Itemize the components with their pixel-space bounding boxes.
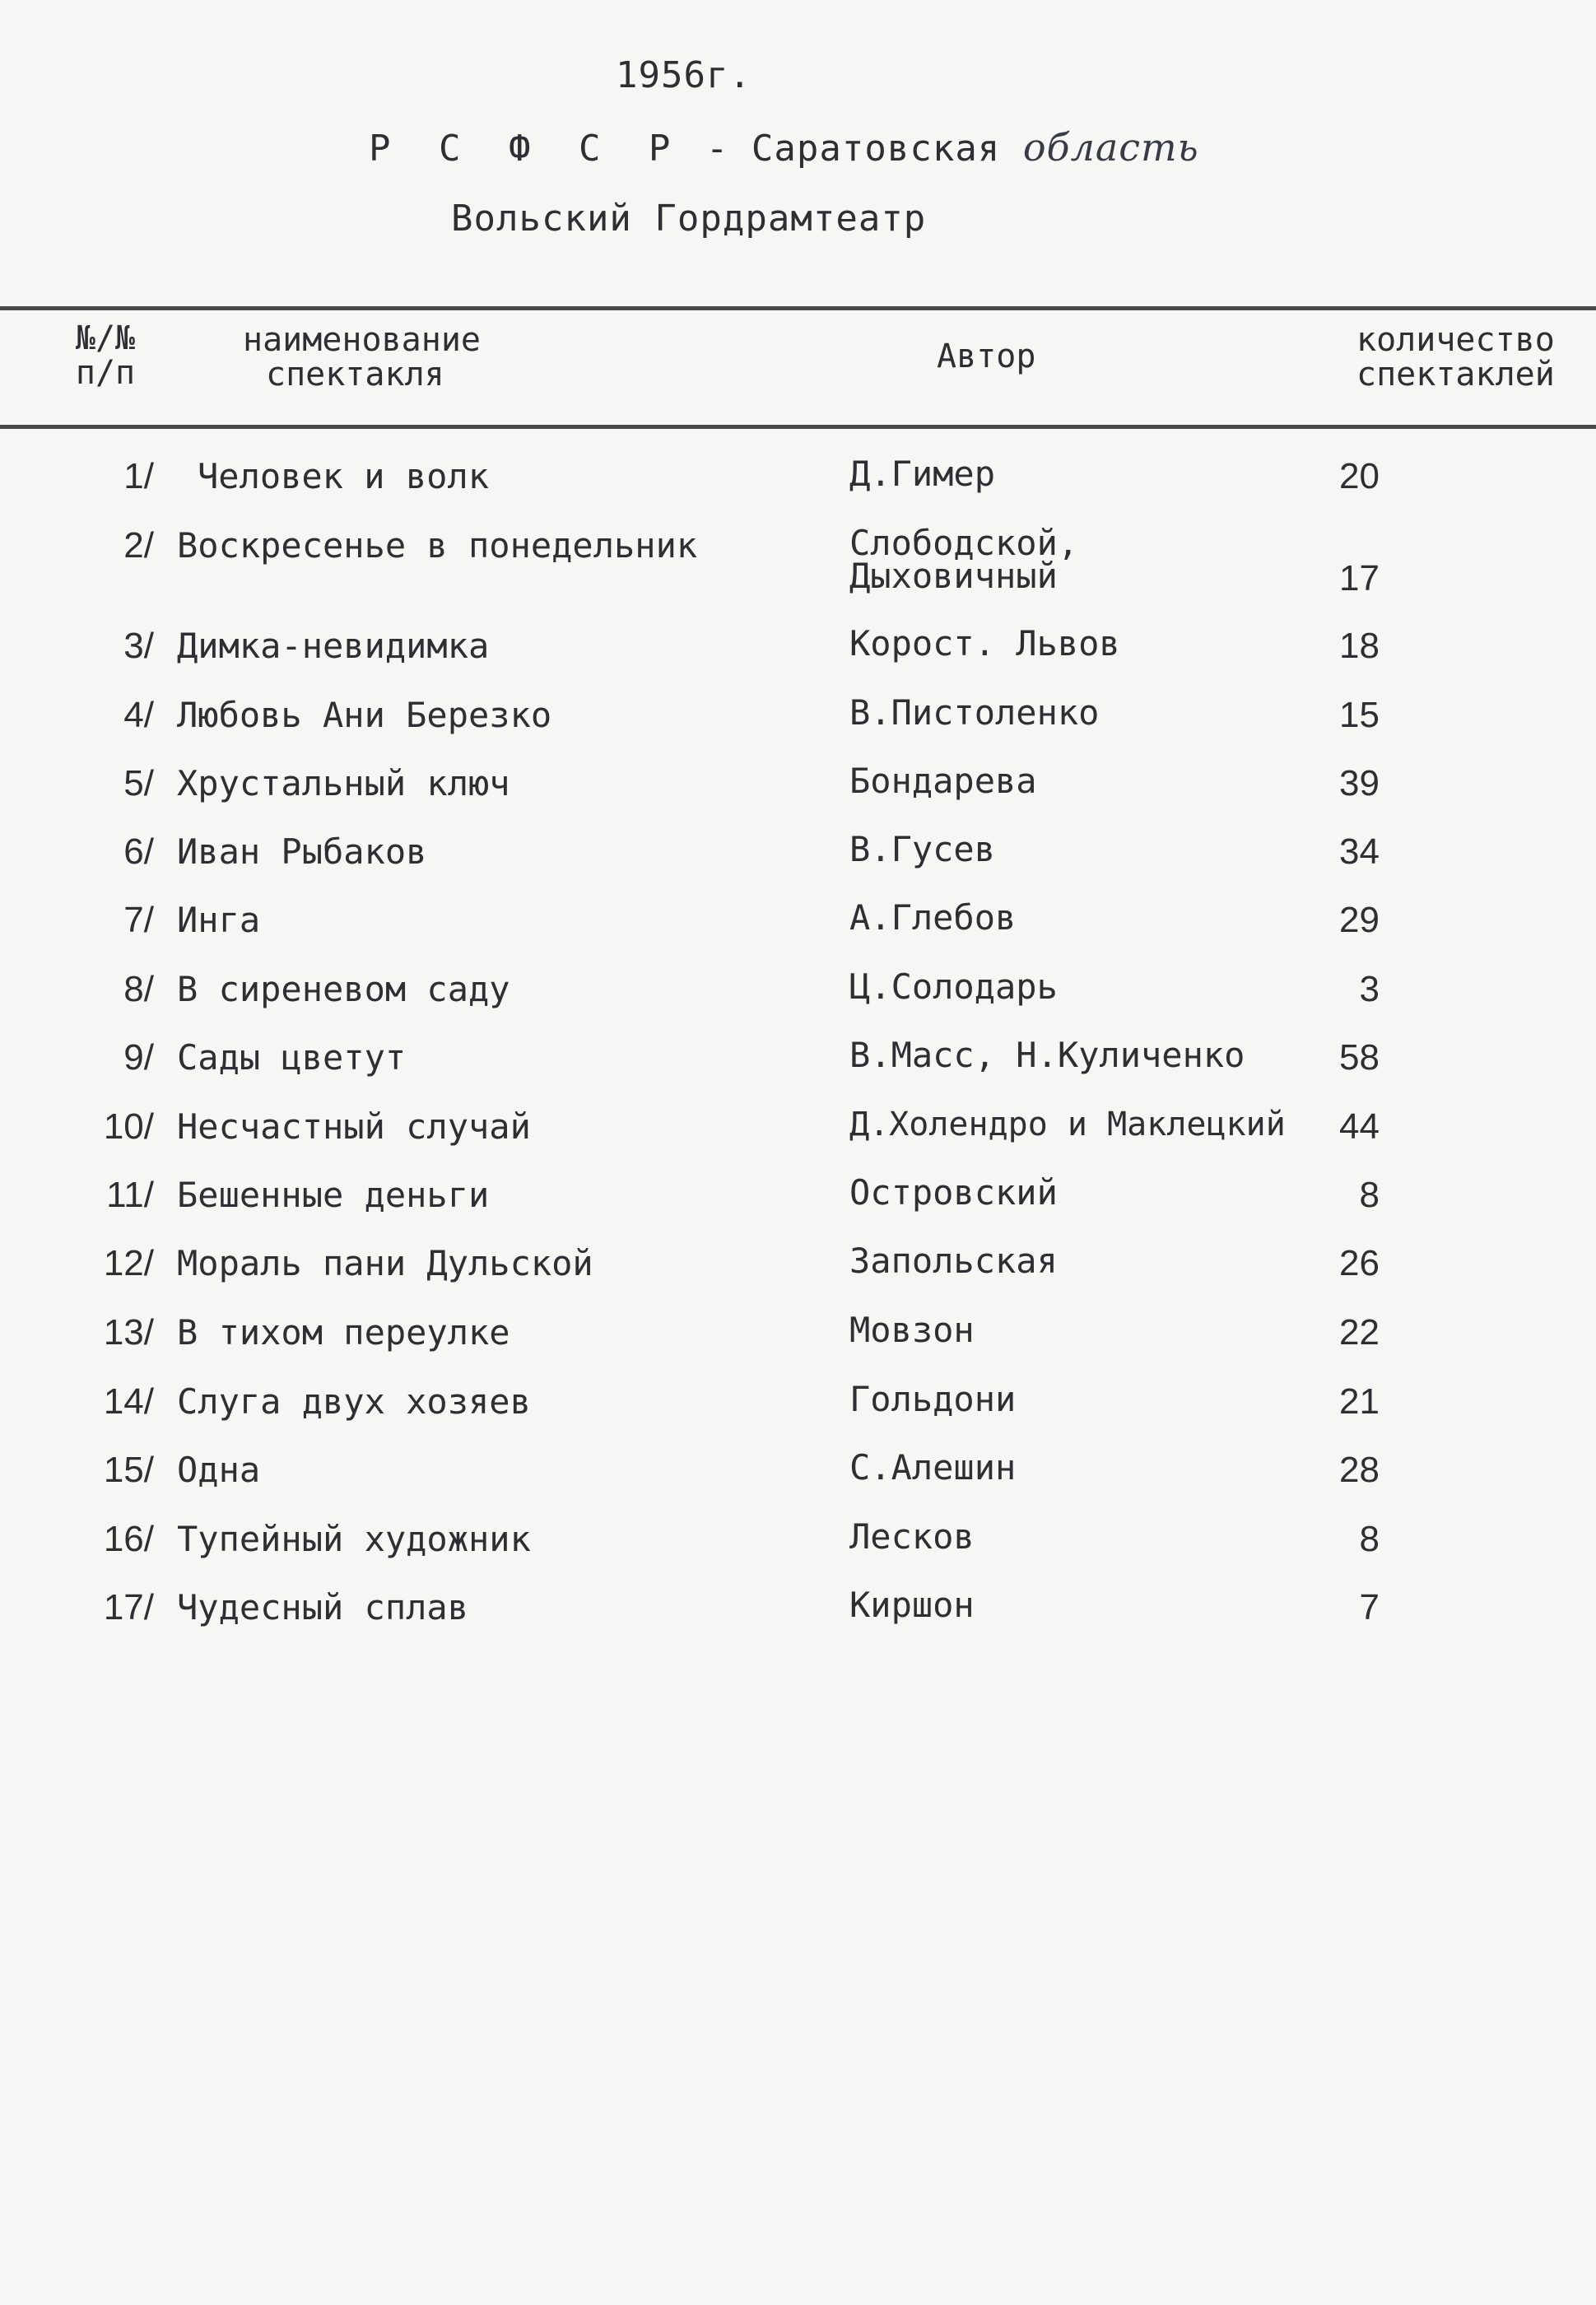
table-row — [0, 692, 1596, 746]
document-year: 1956г. — [616, 54, 751, 96]
column-header-count — [1356, 323, 1555, 392]
row-title: Слуга двух хозяев — [177, 1381, 531, 1422]
row-count: 21 — [1339, 1381, 1380, 1422]
row-title: Бешенные деньги — [177, 1175, 490, 1215]
row-number: 4/ — [123, 695, 154, 735]
row-title: Воскресенье в понедельник — [177, 525, 698, 566]
region-name: Саратовская — [751, 128, 1001, 170]
column-header-author: Автор — [937, 338, 1036, 375]
column-header-title-line1: наименование — [243, 321, 481, 359]
region-prefix: Р С Ф С Р — [369, 128, 684, 170]
table-row — [0, 1241, 1596, 1294]
row-title: Одна — [177, 1450, 261, 1490]
region-separator: - — [683, 128, 751, 170]
table-row — [0, 829, 1596, 882]
row-title: Любовь Ани Березко — [177, 695, 552, 735]
row-author: Д.Холендро и Маклецкий — [849, 1106, 1286, 1143]
row-count: 29 — [1339, 900, 1380, 940]
row-count: 26 — [1339, 1243, 1380, 1283]
row-count: 7 — [1359, 1587, 1380, 1627]
row-author: Запольская — [849, 1241, 1058, 1281]
table-row — [0, 966, 1596, 1020]
row-author: Лесков — [849, 1516, 975, 1557]
column-header-count-line2: спектаклей — [1356, 356, 1555, 393]
row-count: 17 — [1339, 558, 1380, 598]
row-count: 58 — [1339, 1037, 1380, 1078]
table-header-rule — [0, 425, 1596, 429]
row-count: 8 — [1359, 1519, 1380, 1559]
row-count: 20 — [1339, 456, 1380, 496]
table-row — [0, 523, 1596, 598]
column-header-number — [72, 321, 138, 390]
column-header-title — [243, 323, 481, 392]
row-title: В тихом переулке — [177, 1312, 510, 1353]
row-count: 34 — [1339, 831, 1380, 872]
column-header-count-line1: количество — [1356, 321, 1555, 359]
row-count: 8 — [1359, 1175, 1380, 1215]
table-row — [0, 1172, 1596, 1226]
region-handwritten-correction: область — [1022, 125, 1199, 170]
row-count: 28 — [1339, 1450, 1380, 1490]
row-number: 12/ — [103, 1243, 154, 1283]
row-author: В.Масс, Н.Куличенко — [849, 1035, 1245, 1075]
theatre-name: Вольский Гордрамтеатр — [451, 198, 927, 240]
row-number: 10/ — [103, 1106, 154, 1147]
row-title: В сиреневом саду — [177, 969, 510, 1009]
row-title: Мораль пани Дульской — [177, 1243, 593, 1283]
row-title: Хрустальный ключ — [177, 763, 510, 803]
row-number: 3/ — [123, 626, 154, 666]
row-author: А.Глебов — [849, 897, 1017, 938]
table-row — [0, 1035, 1596, 1088]
row-number: 7/ — [123, 900, 154, 940]
row-number: 9/ — [123, 1037, 154, 1078]
row-title: Сады цветут — [177, 1037, 407, 1078]
row-author: Киршон — [849, 1585, 975, 1625]
row-count: 15 — [1339, 695, 1380, 735]
row-author: Корост. Львов — [849, 623, 1120, 664]
table-row — [0, 1310, 1596, 1363]
table-row — [0, 1447, 1596, 1501]
row-author: Островский — [849, 1172, 1058, 1213]
table-row — [0, 761, 1596, 814]
row-count: 22 — [1339, 1312, 1380, 1353]
row-number: 1/ — [123, 456, 154, 496]
row-author: Слободской, Дыховичный — [849, 523, 1079, 596]
row-number: 13/ — [103, 1312, 154, 1353]
row-number: 17/ — [103, 1587, 154, 1627]
row-count: 39 — [1339, 763, 1380, 803]
row-author: Гольдони — [849, 1379, 1017, 1419]
table-row — [0, 897, 1596, 951]
row-number: 11/ — [106, 1175, 154, 1215]
row-title: Человек и волк — [198, 456, 490, 496]
row-number: 14/ — [103, 1381, 154, 1422]
table-row — [0, 623, 1596, 677]
row-author: Ц.Солодарь — [849, 966, 1058, 1007]
row-number: 8/ — [123, 969, 154, 1009]
row-author: Д.Гимер — [849, 454, 996, 494]
row-title: Иван Рыбаков — [177, 831, 427, 872]
table-row — [0, 1516, 1596, 1570]
row-number: 16/ — [103, 1519, 154, 1559]
table-row — [0, 1585, 1596, 1638]
column-header-number-line1: №/№ — [75, 319, 136, 357]
table-row — [0, 1379, 1596, 1432]
row-title: Инга — [177, 900, 261, 940]
row-count: 18 — [1339, 626, 1380, 666]
row-number: 5/ — [123, 763, 154, 803]
table-row — [0, 1108, 1596, 1157]
table-top-rule — [0, 306, 1596, 310]
row-author: В.Пистоленко — [849, 692, 1100, 733]
row-author: Бондарева — [849, 761, 1037, 801]
column-header-title-line2: спектакля — [266, 356, 444, 393]
column-header-number-line2: п/п — [75, 354, 136, 392]
row-author: В.Гусев — [849, 829, 996, 869]
row-author: Мовзон — [849, 1310, 975, 1350]
row-count: 3 — [1359, 969, 1380, 1009]
row-number: 15/ — [103, 1450, 154, 1490]
region-line — [369, 125, 1199, 170]
row-title: Тупейный художник — [177, 1519, 531, 1559]
row-number: 2/ — [123, 525, 154, 566]
row-title: Чудесный сплав — [177, 1587, 469, 1627]
row-number: 6/ — [123, 831, 154, 872]
row-title: Несчастный случай — [177, 1106, 531, 1147]
table-row — [0, 454, 1596, 507]
row-author: С.Алешин — [849, 1447, 1017, 1488]
row-count: 44 — [1339, 1106, 1380, 1147]
row-title: Димка-невидимка — [177, 626, 490, 666]
